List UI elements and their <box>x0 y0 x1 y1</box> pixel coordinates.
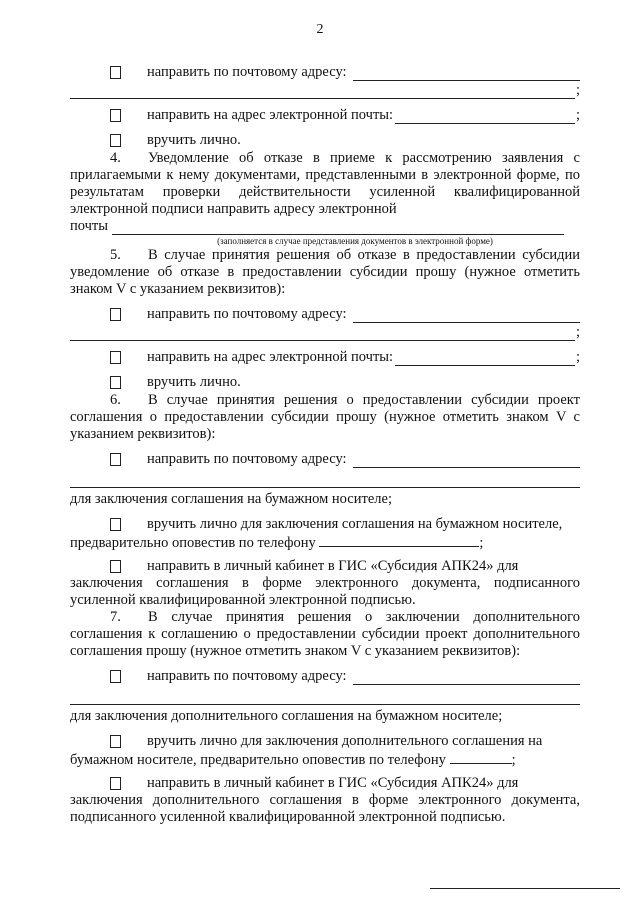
phone-line: предварительно оповестив по телефону ; <box>70 535 484 551</box>
option-personal <box>70 372 580 391</box>
option-cabinet-additional <box>70 773 580 792</box>
option-label: вручить лично для заключения соглашения на бумажном носителе, <box>147 516 563 532</box>
option-label: направить в личный кабинет в ГИС «Субсидия АПК24» для <box>147 558 519 574</box>
email-field[interactable] <box>112 220 564 235</box>
option-email: направить на адрес электронной почты: ; <box>70 347 580 366</box>
option-post <box>70 304 580 323</box>
phone-field[interactable] <box>450 750 512 764</box>
option-label: направить по почтовому адресу: <box>147 64 347 80</box>
checkbox[interactable] <box>110 308 121 321</box>
paper-additional: для заключения дополнительного соглашения на бумажном носителе; <box>70 708 503 724</box>
item-4-email-line: почты <box>70 218 580 235</box>
checkbox[interactable] <box>110 66 121 79</box>
address-line[interactable] <box>70 690 580 705</box>
address-field-continued: ; <box>70 323 580 341</box>
option-label: направить по почтовому адресу: <box>147 668 347 684</box>
item-5: 5. В случае принятия решения об отказе в предоставлении субсидии уведомление об отказе в предоставлении субсидии прошу (нужное отметить знаком V с указанием реквизитов): <box>70 247 580 297</box>
address-field[interactable] <box>353 453 580 468</box>
checkbox[interactable] <box>110 109 121 122</box>
option-cabinet-text: заключения соглашения в форме электронного документа, подписанного усиленной квалифицированной электронной подписью. <box>70 575 580 608</box>
checkbox[interactable] <box>110 735 121 748</box>
address-field[interactable] <box>353 66 580 81</box>
option-personal-additional <box>70 731 580 750</box>
address-field-continued <box>70 468 580 488</box>
address-line[interactable] <box>70 326 575 341</box>
email-field[interactable] <box>395 109 575 124</box>
address-field-continued <box>70 685 580 705</box>
checkbox[interactable] <box>110 518 121 531</box>
item-4-note: (заполняется в случае представления документов в электронной форме) <box>217 236 493 246</box>
option-cabinet <box>70 556 580 575</box>
email-field[interactable] <box>395 351 575 366</box>
address-field[interactable] <box>353 670 580 685</box>
item-4: 4. Уведомление об отказе в приеме к рассмотрению заявления с прилагаемыми к нему документами, представленными в электронной форме, по результатам проверки действительности усиленной квалифицированной электронной подписи направить адресу электронной <box>70 150 580 217</box>
checkbox[interactable] <box>110 777 121 790</box>
footer-rule <box>430 888 620 889</box>
option-personal-agreement <box>70 514 580 533</box>
paper-agreement: для заключения соглашения на бумажном носителе; <box>70 491 392 507</box>
item-7: 7. В случае принятия решения о заключении дополнительного соглашения к соглашению о предоставлении субсидии проект дополнительного соглашения прошу (нужное отметить знаком V с указанием реквизитов): <box>70 609 580 659</box>
document-body <box>70 62 580 826</box>
option-label: направить по почтовому адресу: <box>147 451 347 467</box>
option-post <box>70 666 580 685</box>
phone-line: бумажном носителе, предварительно оповестив по телефону ; <box>70 752 516 768</box>
option-label: направить в личный кабинет в ГИС «Субсидия АПК24» для <box>147 775 519 791</box>
item-6: 6. В случае принятия решения о предоставлении субсидии проект соглашения о предоставлении субсидии прошу (нужное отметить знаком V с указанием реквизитов): <box>70 392 580 442</box>
option-label: вручить лично. <box>147 374 241 390</box>
page-number: 2 <box>316 22 324 37</box>
option-post <box>70 62 580 81</box>
checkbox[interactable] <box>110 134 121 147</box>
checkbox[interactable] <box>110 351 121 364</box>
option-personal <box>70 130 580 149</box>
address-field-continued: ; <box>70 81 580 99</box>
option-label: направить на адрес электронной почты: <box>147 349 394 365</box>
option-email: направить на адрес электронной почты: ; <box>70 105 580 124</box>
option-label: направить на адрес электронной почты: <box>147 107 394 123</box>
address-field[interactable] <box>353 308 580 323</box>
checkbox[interactable] <box>110 670 121 683</box>
option-label: вручить лично для заключения дополнительного соглашения на <box>147 733 543 749</box>
option-label: направить по почтовому адресу: <box>147 306 347 322</box>
phone-field[interactable] <box>319 533 479 547</box>
option-label: вручить лично. <box>147 132 241 148</box>
address-line[interactable] <box>70 84 575 99</box>
option-post <box>70 449 580 468</box>
option-cabinet-additional-text: заключения дополнительного соглашения в форме электронного документа, подписанного усиленной квалифицированной электронной подписью. <box>70 792 580 825</box>
checkbox[interactable] <box>110 560 121 573</box>
address-line[interactable] <box>70 473 580 488</box>
checkbox[interactable] <box>110 453 121 466</box>
checkbox[interactable] <box>110 376 121 389</box>
